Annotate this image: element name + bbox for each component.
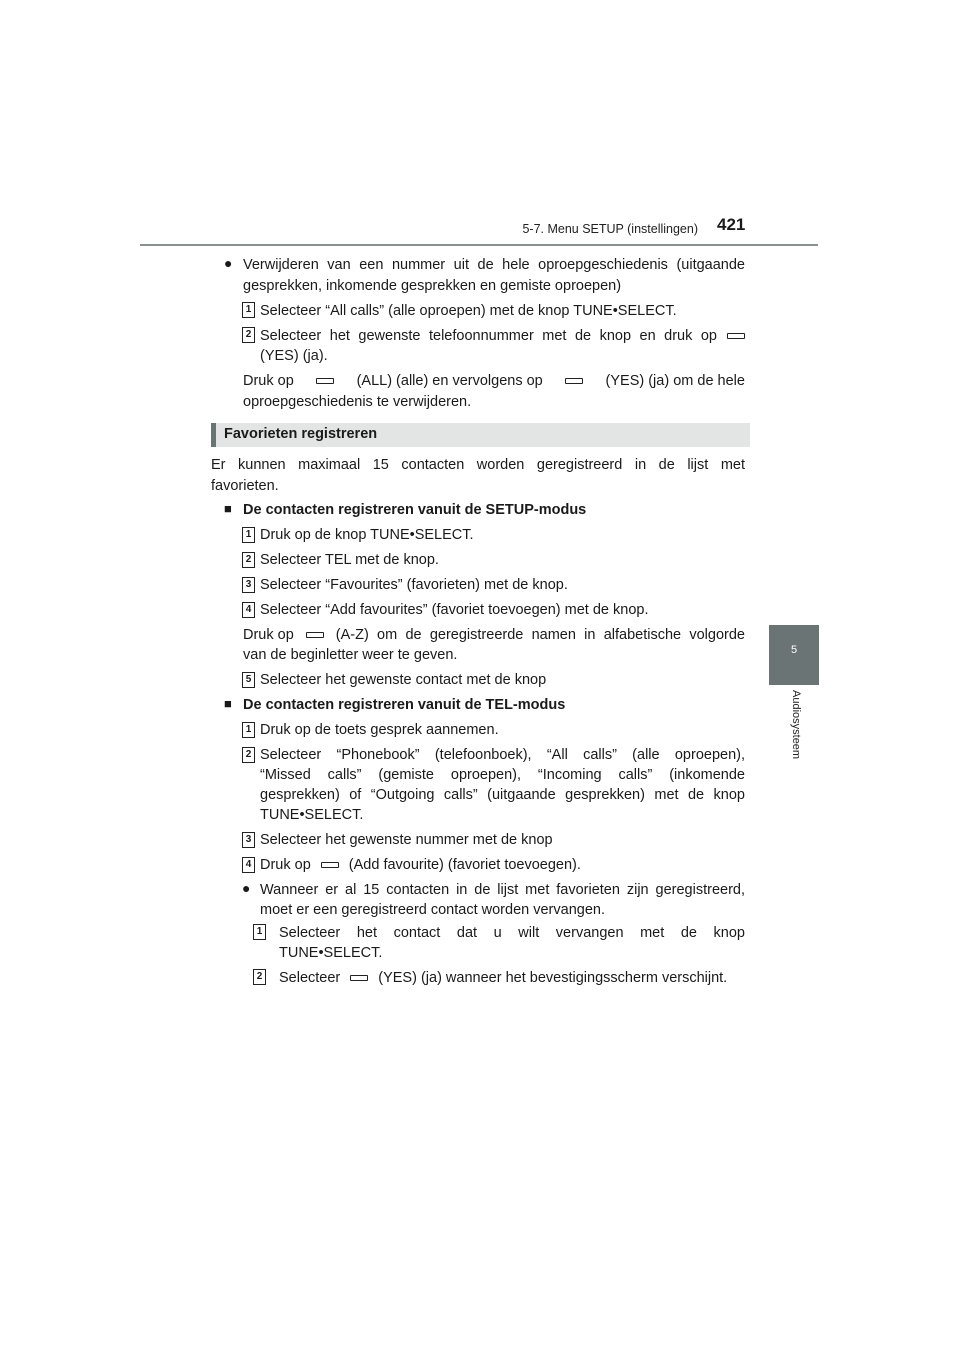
bullet-text: Verwijderen van een nummer uit de hele oproepgeschiedenis (uitgaande: [243, 257, 745, 273]
square-bullet-icon: ■: [224, 696, 232, 711]
bullet-icon: ●: [242, 880, 251, 896]
step-text: Druk op de toets gesprek aannemen.: [260, 722, 499, 738]
step-number: 2: [242, 747, 255, 763]
subsection-heading: De contacten registreren vanuit de SETUP-modus: [243, 502, 587, 518]
step-text: Selecteer “Add favourites” (favoriet toevoegen) met de knop.: [260, 602, 649, 618]
step-text: Selecteer het contact dat u wilt vervangen met de knop: [279, 925, 745, 941]
intro-text-cont: favorieten.: [211, 478, 279, 494]
note-text-cont: oproepgeschiedenis te verwijderen.: [243, 394, 472, 410]
intro-text: Er kunnen maximaal 15 contacten worden geregistreerd in de lijst met: [211, 457, 745, 473]
section-title-bar: [211, 423, 750, 447]
note-part: Druk op: [243, 373, 294, 389]
step-text-part: Selecteer het gewenste telefoonnummer met de knop en druk op: [260, 328, 717, 344]
step-number: 1: [242, 302, 255, 318]
step-text: [260, 855, 581, 875]
step-text: Selecteer TEL met de knop.: [260, 552, 439, 568]
subsection-heading: De contacten registreren vanuit de TEL-modus: [243, 697, 566, 713]
step-text: Selecteer “Favourites” (favorieten) met de knop.: [260, 577, 568, 593]
step-number: 4: [242, 857, 255, 873]
button-icon: [565, 378, 583, 384]
step-text-part: Selecteer: [279, 970, 341, 986]
note-part: (ALL) (alle) en vervolgens op: [356, 373, 543, 389]
note-text-cont: van de beginletter weer te geven.: [243, 647, 458, 663]
chapter-label-text: Audiosysteem: [790, 690, 802, 760]
step-text: Selecteer “All calls” (alle oproepen) met de knop TUNE•SELECT.: [260, 303, 677, 319]
section-title: Favorieten registreren: [224, 426, 378, 442]
button-icon: [350, 975, 368, 981]
step-text-part: Druk op: [260, 857, 311, 873]
step-text: Druk op de knop TUNE•SELECT.: [260, 527, 474, 543]
bullet-text-cont: gesprekken, inkomende gesprekken en gemiste oproepen): [243, 278, 622, 294]
step-number: 2: [253, 969, 266, 985]
step-text-cont: “Missed calls” (gemiste oproepen), “Incoming calls” (inkomende: [260, 767, 745, 783]
step-number: 1: [242, 527, 255, 543]
step-text-cont: (YES) (ja).: [260, 348, 328, 364]
button-icon: [316, 378, 334, 384]
note-part: (A-Z) om de geregistreerde namen in alfabetische volgorde: [335, 627, 745, 643]
button-icon: [727, 333, 745, 339]
bullet-text: Wanneer er al 15 contacten in de lijst met favorieten zijn geregistreerd,: [260, 882, 745, 898]
section-marker: [211, 423, 216, 447]
step-text: Selecteer het gewenste contact met de knop: [260, 672, 547, 688]
button-icon: [321, 862, 339, 868]
step-number: 1: [253, 924, 266, 940]
note-part: Druk op: [243, 627, 294, 643]
step-number: 3: [242, 577, 255, 593]
step-text-part: (YES) (ja) wanneer het bevestigingsscherm verschijnt.: [378, 970, 728, 986]
step-text: Selecteer “Phonebook” (telefoonboek), “All calls” (alle oproepen),: [260, 747, 745, 763]
note-text: [243, 371, 745, 391]
chapter-tab: 5: [769, 625, 819, 685]
page-number: 421: [717, 215, 746, 234]
step-number: 3: [242, 832, 255, 848]
step-text-cont: gesprekken) of “Outgoing calls” (uitgaande gesprekken) met de knop: [260, 787, 745, 803]
step-text: Selecteer het gewenste nummer met de knop: [260, 832, 553, 848]
step-number: 2: [242, 552, 255, 568]
button-icon: [306, 632, 324, 638]
bullet-text-cont: moet er een geregistreerd contact worden vervangen.: [260, 902, 605, 918]
step-number: 1: [242, 722, 255, 738]
step-text-part: (Add favourite) (favoriet toevoegen).: [348, 857, 581, 873]
note-text: [243, 625, 745, 645]
step-text-cont: TUNE•SELECT.: [260, 807, 364, 823]
step-text: [279, 968, 727, 988]
square-bullet-icon: ■: [224, 501, 232, 516]
chapter-label: [790, 690, 804, 780]
step-number: 4: [242, 602, 255, 618]
step-number: 2: [242, 327, 255, 343]
bullet-icon: ●: [224, 255, 233, 271]
note-part: (YES) (ja) om de hele: [605, 373, 745, 389]
step-number: 5: [242, 672, 255, 688]
header-divider: [140, 244, 818, 246]
step-text-cont: TUNE•SELECT.: [279, 945, 383, 961]
step-text: [260, 326, 745, 346]
section-header: 5-7. Menu SETUP (instellingen): [522, 222, 698, 236]
